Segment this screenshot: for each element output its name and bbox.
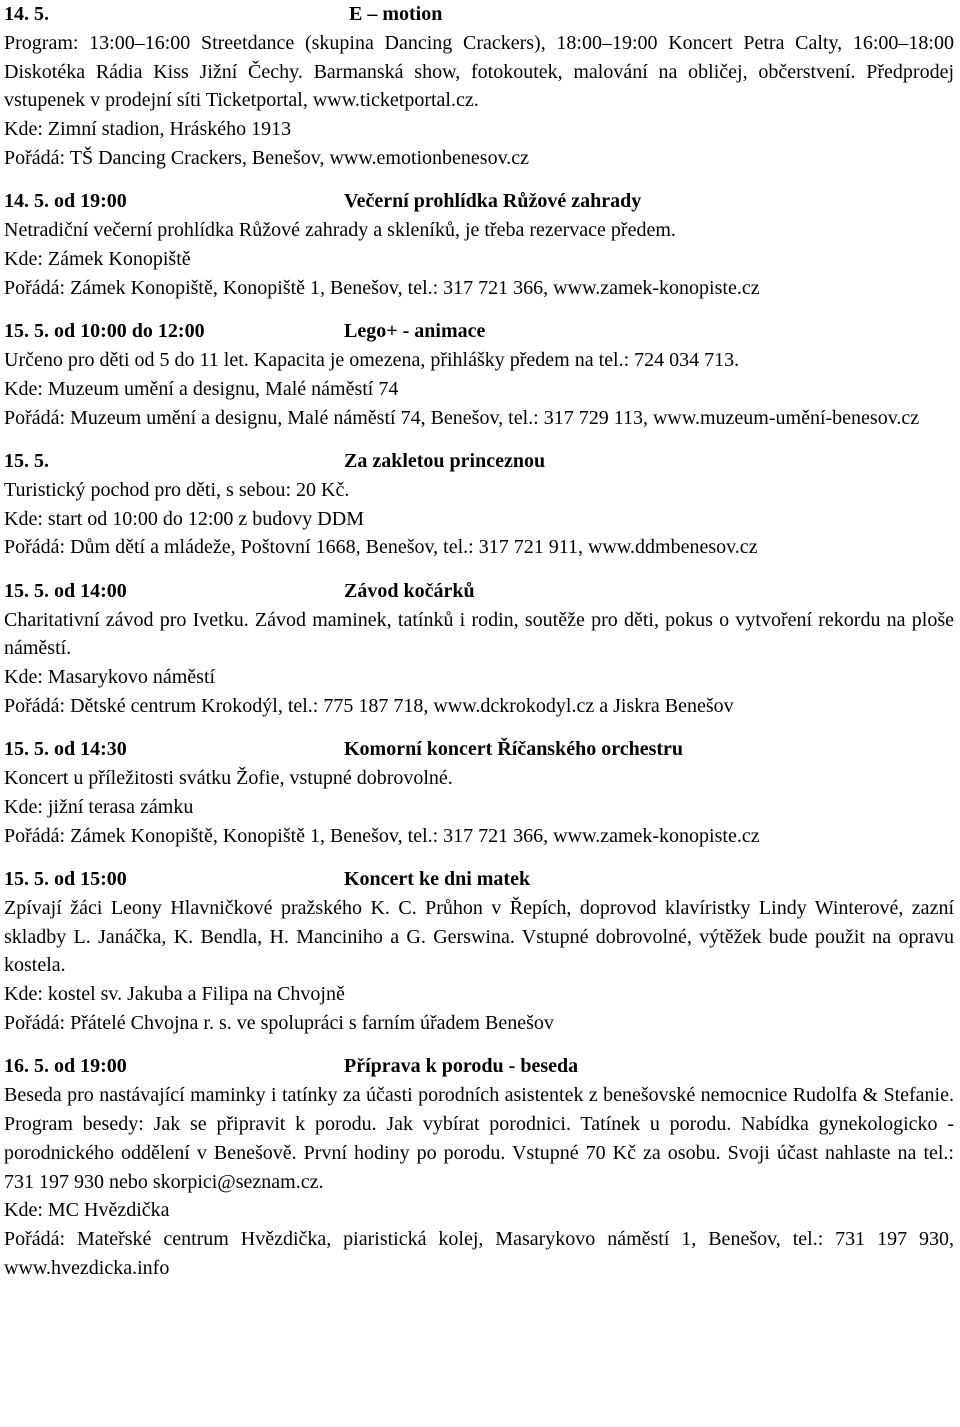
event-entry xyxy=(4,187,954,302)
event-date: 15. 5. od 14:30 xyxy=(4,738,127,761)
event-title: Závod kočárků xyxy=(344,579,475,602)
event-date: 14. 5. od 19:00 xyxy=(4,190,127,213)
event-organizer: Pořádá: TŠ Dancing Crackers, Benešov, www.emotionbenesov.cz xyxy=(4,146,530,169)
event-date: 15. 5. xyxy=(4,449,49,472)
event-entry xyxy=(4,577,954,721)
event-date: 15. 5. od 15:00 xyxy=(4,868,127,891)
event-organizer: Pořádá: Mateřské centrum Hvězdička, piaristická kolej, Masarykovo náměstí 1, Benešov, tel.: 731 197 930, www.hvezdicka.info xyxy=(4,1228,954,1280)
event-location: Kde: Zámek Konopiště xyxy=(4,247,191,270)
event-heading xyxy=(4,735,954,764)
event-location: Kde: start od 10:00 do 12:00 z budovy DDM xyxy=(4,507,364,530)
event-heading xyxy=(4,577,954,606)
event-title: Příprava k porodu - beseda xyxy=(344,1055,579,1078)
event-location: Kde: kostel sv. Jakuba a Filipa na Chvojně xyxy=(4,983,345,1006)
event-heading xyxy=(4,1052,954,1081)
event-date: 15. 5. od 10:00 do 12:00 xyxy=(4,320,205,343)
event-entry xyxy=(4,735,954,850)
event-organizer: Pořádá: Zámek Konopiště, Konopiště 1, Benešov, tel.: 317 721 366, www.zamek-konopiste.cz xyxy=(4,276,760,299)
event-description: Netradiční večerní prohlídka Růžové zahrady a skleníků, je třeba rezervace předem. xyxy=(4,219,676,242)
event-location: Kde: Zimní stadion, Hráského 1913 xyxy=(4,118,292,141)
event-heading xyxy=(4,187,954,216)
event-location: Kde: jižní terasa zámku xyxy=(4,795,194,818)
event-heading xyxy=(4,865,954,894)
event-description: Zpívají žáci Leony Hlavničkové pražského K. C. Průhon v Řepích, doprovod klavíristky Lindy Winterové, zazní skladby L. Janáčka, K. Bendla, H. Manciniho a G. Gerswina. Vstupné dobrovolné, výtěžek bude použit na opravu kostela. xyxy=(4,896,954,977)
event-organizer: Pořádá: Dětské centrum Krokodýl, tel.: 775 187 718, www.dckrokodyl.cz a Jiskra Benešov xyxy=(4,694,734,717)
event-description: Program: 13:00–16:00 Streetdance (skupina Dancing Crackers), 18:00–19:00 Koncert Petra Calty, 16:00–18:00 Diskotéka Rádia Kiss Jižní Čechy. Barmanská show, fotokoutek, malování na obličej, občerstvení. Předprodej vstupenek v prodejní síti Ticketportal, www.ticketportal.cz. xyxy=(4,31,954,112)
event-description: Koncert u příležitosti svátku Žofie, vstupné dobrovolné. xyxy=(4,767,453,790)
event-entry xyxy=(4,1052,954,1282)
event-description: Určeno pro děti od 5 do 11 let. Kapacita je omezena, přihlášky předem na tel.: 724 034 713. xyxy=(4,348,740,371)
event-location: Kde: Masarykovo náměstí xyxy=(4,666,216,689)
event-organizer: Pořádá: Muzeum umění a designu, Malé náměstí 74, Benešov, tel.: 317 729 113, www.muzeum-umění-benesov.cz xyxy=(4,406,920,429)
event-heading xyxy=(4,317,954,346)
event-location: Kde: MC Hvězdička xyxy=(4,1199,170,1222)
event-title: Komorní koncert Říčanského orchestru xyxy=(344,738,684,761)
event-description: Turistický pochod pro děti, s sebou: 20 Kč. xyxy=(4,478,350,501)
event-title: Večerní prohlídka Růžové zahrady xyxy=(344,190,642,213)
event-organizer: Pořádá: Zámek Konopiště, Konopiště 1, Benešov, tel.: 317 721 366, www.zamek-konopiste.cz xyxy=(4,824,760,847)
event-entry xyxy=(4,865,954,1038)
event-entry xyxy=(4,317,954,432)
event-entry xyxy=(4,447,954,562)
event-title: Lego+ - animace xyxy=(344,320,486,343)
event-description: Beseda pro nastávající maminky i tatínky za účasti porodních asistentek z benešovské nemocnice Rudolfa & Stefanie. Program besedy: Jak se připravit k porodu. Jak vybírat porodnici. Tatínek u porodu. Nabídka gynekologicko - porodnického oddělení v Benešově. První hodiny po porodu. Vstupné 70 Kč za osobu. Svoji účast nahlaste na tel.: 731 197 930 nebo skorpici@seznam.cz. xyxy=(4,1084,954,1193)
event-description: Charitativní závod pro Ivetku. Závod maminek, tatínků i rodin, soutěže pro děti, pokus o vytvoření rekordu na ploše náměstí. xyxy=(4,608,954,660)
event-date: 15. 5. od 14:00 xyxy=(4,579,127,602)
event-title: Koncert ke dni matek xyxy=(344,868,531,891)
event-date: 16. 5. od 19:00 xyxy=(4,1055,127,1078)
event-heading xyxy=(4,447,954,476)
event-date: 14. 5. xyxy=(4,3,49,25)
event-organizer: Pořádá: Dům dětí a mládeže, Poštovní 1668, Benešov, tel.: 317 721 911, www.ddmbenesov.cz xyxy=(4,536,758,559)
event-heading xyxy=(4,0,954,29)
event-organizer: Pořádá: Přátelé Chvojna r. s. ve spolupráci s farním úřadem Benešov xyxy=(4,1012,554,1035)
event-title: E – motion xyxy=(349,3,443,25)
event-location: Kde: Muzeum umění a designu, Malé náměstí 74 xyxy=(4,377,399,400)
event-title: Za zakletou princeznou xyxy=(344,449,546,472)
event-entry xyxy=(4,0,954,173)
